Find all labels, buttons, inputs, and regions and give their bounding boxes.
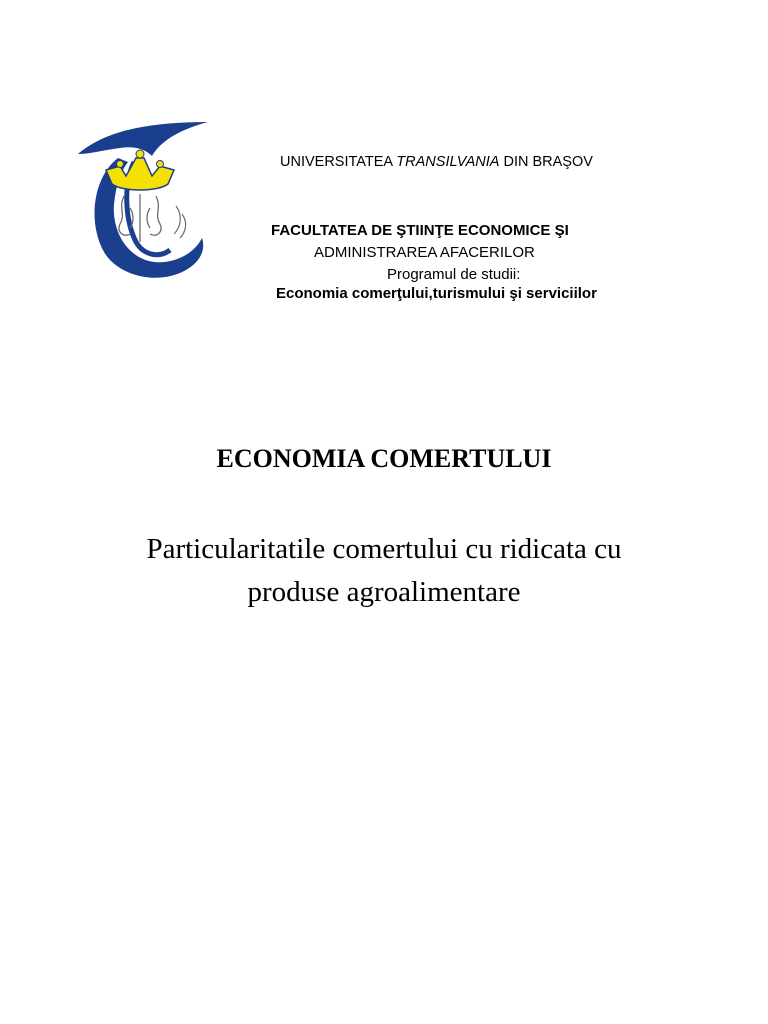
document-title: ECONOMIA COMERTULUI bbox=[216, 444, 552, 473]
program-name: Economia comerţului,turismului şi serviciilor bbox=[276, 285, 597, 302]
university-name bbox=[280, 154, 593, 170]
faculty-line-1: FACULTATEA DE ŞTIINŢE ECONOMICE ŞI bbox=[271, 222, 569, 239]
university-crest-icon bbox=[74, 118, 214, 286]
subtitle-line-2: produse agroalimentare bbox=[247, 576, 521, 608]
faculty-line-2: ADMINISTRAREA AFACERILOR bbox=[314, 244, 535, 261]
university-prefix: UNIVERSITATEA bbox=[280, 154, 397, 170]
program-label: Programul de studii: bbox=[387, 266, 521, 283]
university-suffix: DIN BRAŞOV bbox=[499, 154, 593, 170]
university-name-italic: TRANSILVANIA bbox=[396, 154, 500, 170]
university-logo bbox=[74, 118, 214, 286]
document-subtitle bbox=[0, 528, 768, 614]
subtitle-line-1: Particularitatile comertului cu ridicata cu bbox=[146, 533, 622, 565]
